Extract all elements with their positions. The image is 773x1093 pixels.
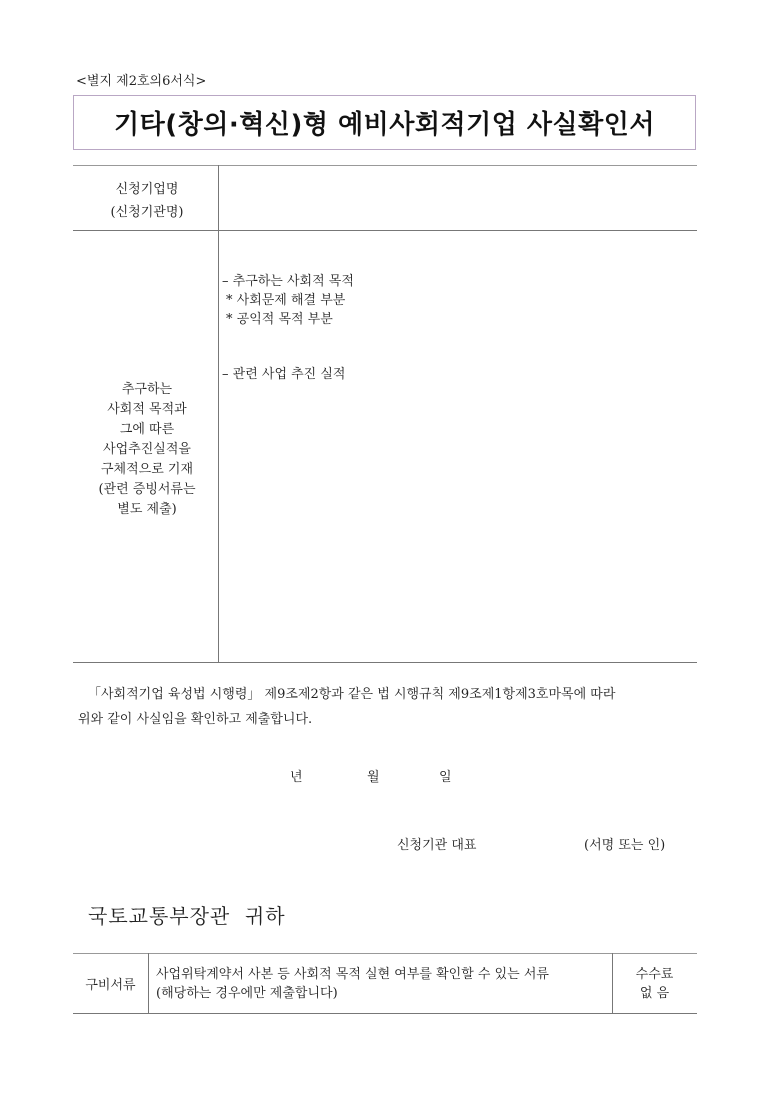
social-purpose-label-line: 추구하는 [121,382,173,397]
statement-line: 「사회적기업 육성법 시행령」 제9조제2항과 같은 법 시행규칙 제9조제1항제3호마목에 따라 [88,687,616,702]
date-day: 일 [439,770,452,785]
table-column-divider [218,165,219,662]
required-docs-description [156,965,608,1003]
performance-heading: – 관련 사업 추진 실적 [222,367,346,382]
signature-note[interactable]: (서명 또는 인) [584,838,666,853]
footer-column-divider [148,953,149,1013]
social-purpose-label [76,380,218,520]
signature-label: 신청기관 대표 [397,838,477,853]
fee-info [612,965,697,1003]
required-docs-label: 구비서류 [85,978,136,993]
goal-sub-social-problem: * 사회문제 해결 부분 [226,293,346,308]
table-row-divider [73,230,697,231]
company-name-label-line: (신청기관명) [110,205,184,220]
goal-sub-public-interest: * 공익적 목적 부분 [226,312,333,327]
social-purpose-field[interactable] [222,240,692,658]
document-title: 기타(창의·혁신)형 예비사회적기업 사실확인서 [114,110,655,140]
social-purpose-label-line: 그에 따른 [119,422,175,437]
table-bottom-border [73,662,697,663]
footer-top-border [73,953,697,954]
date-month: 월 [367,770,380,785]
social-purpose-label-line: 별도 제출) [117,502,177,517]
fee-label: 수수료 [635,967,674,982]
company-name-label [76,180,218,222]
social-purpose-label-line: 구체적으로 기재 [100,462,194,477]
goal-heading: – 추구하는 사회적 목적 [222,274,354,289]
addressee: 국토교통부장관 귀하 [88,904,286,928]
title-box [73,95,696,150]
social-purpose-label-line: 사회적 목적과 [107,402,187,417]
social-purpose-label-line: (관련 증빙서류는 [98,482,196,497]
date-year: 년 [290,770,303,785]
statement-line: 위와 같이 사실임을 확인하고 제출합니다. [78,712,313,727]
required-docs-line: 사업위탁계약서 사본 등 사회적 목적 실현 여부를 확인할 수 있는 서류 [156,967,549,982]
social-purpose-label-line: 사업추진실적을 [103,442,191,457]
company-name-label-line: 신청기업명 [115,182,179,197]
company-name-field[interactable] [224,170,692,225]
table-top-border [73,165,697,166]
required-docs-line: (해당하는 경우에만 제출합니다) [156,986,338,1001]
fee-value: 없 음 [639,986,670,1001]
footer-bottom-border [73,1013,697,1014]
confirmation-statement [80,682,692,732]
form-number-label: <별지 제2호의6서식> [76,74,207,89]
